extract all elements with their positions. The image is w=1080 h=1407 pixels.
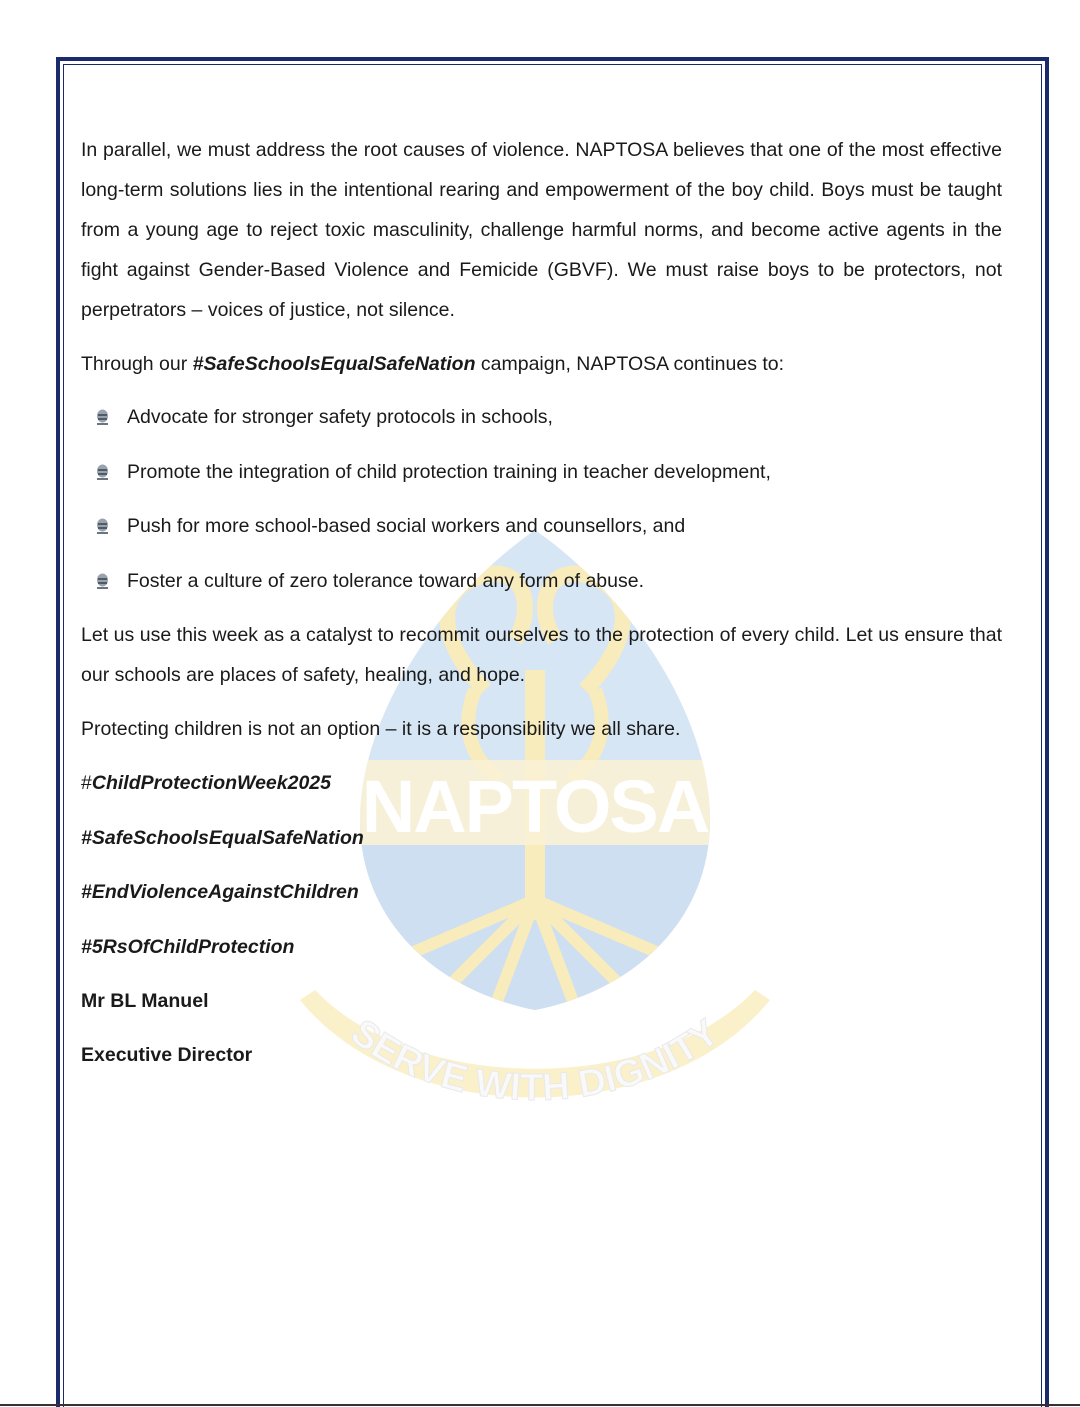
hashtag-child-protection-week: #ChildProtectionWeek2025: [81, 772, 331, 794]
watermark-logo-text: NAPTOSA: [361, 765, 709, 848]
campaign-actions-list: [81, 397, 1002, 615]
watermark-motto: SERVE WITH DIGNITY: [343, 1011, 727, 1110]
hashtag-safe-schools: #SafeSchoolsEqualSafeNation: [81, 826, 364, 849]
paragraph-root-causes: In parallel, we must address the root causes of violence. NAPTOSA believes that one of the most effective long-term solutions lies in the intentional rearing and empowerment of the boy child. Boys must be taught from a young age to reject toxic masculinity, challenge harmful norms, and become active agents in the fight against Gender-Based Violence and Femicide (GBVF). We must raise boys to be protectors, not perpetrators – voices of justice, not silence.: [81, 139, 1002, 321]
bullet-icon: [95, 409, 110, 426]
campaign-hashtag: #SafeSchoolsEqualSafeNation: [192, 353, 476, 375]
list-item: Foster a culture of zero tolerance toward any form of abuse.: [81, 561, 1002, 616]
paragraph-catalyst: Let us use this week as a catalyst to recommit ourselves to the protection of every child. Let us ensure that our schools are places of safety, healing, and hope.: [81, 624, 1002, 686]
bullet-icon: [95, 464, 110, 481]
list-item: Push for more school-based social workers and counsellors, and: [81, 506, 1002, 561]
list-item: Promote the integration of child protection training in teacher development,: [81, 452, 1002, 507]
hashtag-end-violence: #EndViolenceAgainstChildren: [81, 881, 359, 903]
signatory-name: Mr BL Manuel: [81, 990, 209, 1012]
paragraph-responsibility: Protecting children is not an option – it is a responsibility we all share.: [81, 718, 681, 740]
hashtag-5rs: #5RsOfChildProtection: [81, 935, 295, 958]
signatory-title: Executive Director: [81, 1044, 253, 1066]
campaign-intro: Through our #SafeSchoolsEqualSafeNation campaign, NAPTOSA continues to:: [81, 353, 785, 375]
list-item: Advocate for stronger safety protocols in schools,: [81, 397, 1002, 452]
bullet-icon: [95, 518, 110, 535]
letter-body: [81, 130, 1002, 1089]
bullet-icon: [95, 573, 110, 590]
page-bottom-edge: [0, 1404, 1080, 1406]
